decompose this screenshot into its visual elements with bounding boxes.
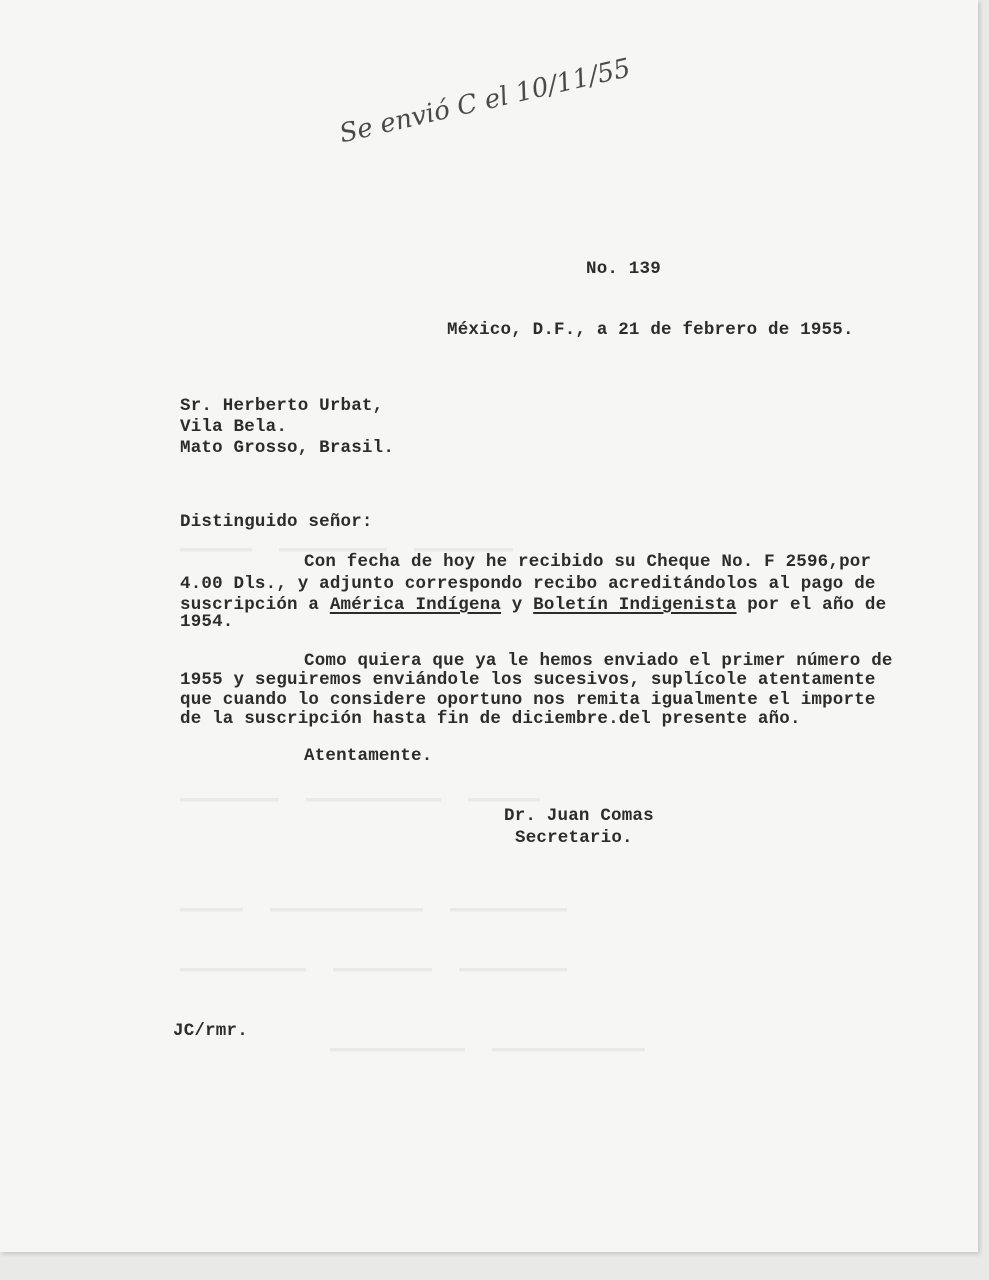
- show-through-texture: ▬▬▬▬▬▬▬▬▬▬▬▬▬▬▬ ▬▬▬▬▬▬▬▬▬▬▬▬▬▬▬▬▬: [330, 1040, 646, 1057]
- paragraph-line: 1954.: [180, 612, 234, 632]
- show-through-texture: ▬▬▬▬▬▬▬▬▬▬▬▬▬▬ ▬▬▬▬▬▬▬▬▬▬▬ ▬▬▬▬▬▬▬▬▬▬▬▬: [180, 960, 568, 977]
- publication-title: Boletín Indigenista: [533, 595, 737, 615]
- signer-name: Dr. Juan Comas: [504, 806, 654, 826]
- paragraph-line: 4.00 Dls., y adjunto correspondo recibo acreditándolos al pago de: [180, 574, 876, 594]
- place-date: México, D.F., a 21 de febrero de 1955.: [447, 320, 854, 340]
- text-run: por el año de: [736, 595, 887, 615]
- recipient-region: Mato Grosso, Brasil.: [180, 438, 395, 458]
- recipient-name: Sr. Herberto Urbat,: [180, 396, 384, 416]
- paragraph-line: 1955 y seguiremos enviándole los sucesivos, suplícole atentamente: [180, 670, 876, 690]
- letter-number: No. 139: [586, 259, 661, 279]
- paragraph-line: Como quiera que ya le hemos enviado el primer número de: [304, 651, 893, 671]
- text-run: suscripción a: [180, 595, 330, 615]
- paragraph-line: que cuando lo considere oportuno nos remita igualmente el importe: [180, 690, 876, 710]
- publication-title: América Indígena: [329, 595, 502, 615]
- paragraph-line: [180, 595, 886, 615]
- handwritten-note-text: Se envió C el 10/11/55: [336, 53, 634, 150]
- show-through-texture: ▬▬▬▬▬▬▬▬▬▬▬ ▬▬▬▬▬▬▬▬▬▬▬▬▬▬▬ ▬▬▬▬▬▬▬▬: [180, 790, 541, 807]
- recipient-city: Vila Bela.: [180, 417, 288, 437]
- text-run: y: [501, 595, 534, 615]
- show-through-texture: ▬▬▬▬▬▬▬ ▬▬▬▬▬▬▬▬▬▬▬▬▬▬▬▬▬ ▬▬▬▬▬▬▬▬▬▬▬▬▬: [180, 900, 568, 917]
- show-through-texture: ▬▬▬▬▬▬▬▬ ▬▬▬▬▬▬▬▬▬▬▬▬ ▬▬▬▬▬▬▬▬▬▬▬: [180, 540, 514, 557]
- signer-title: Secretario.: [515, 828, 633, 848]
- closing: Atentamente.: [304, 746, 433, 766]
- paragraph-line: de la suscripción hasta fin de diciembre.del presente año.: [180, 709, 801, 729]
- paragraph-line: Con fecha de hoy he recibido su Cheque No. F 2596,por: [304, 552, 872, 572]
- reference-initials: JC/rmr.: [173, 1021, 248, 1041]
- salutation: Distinguido señor:: [180, 512, 373, 532]
- handwritten-annotation: [298, 24, 640, 186]
